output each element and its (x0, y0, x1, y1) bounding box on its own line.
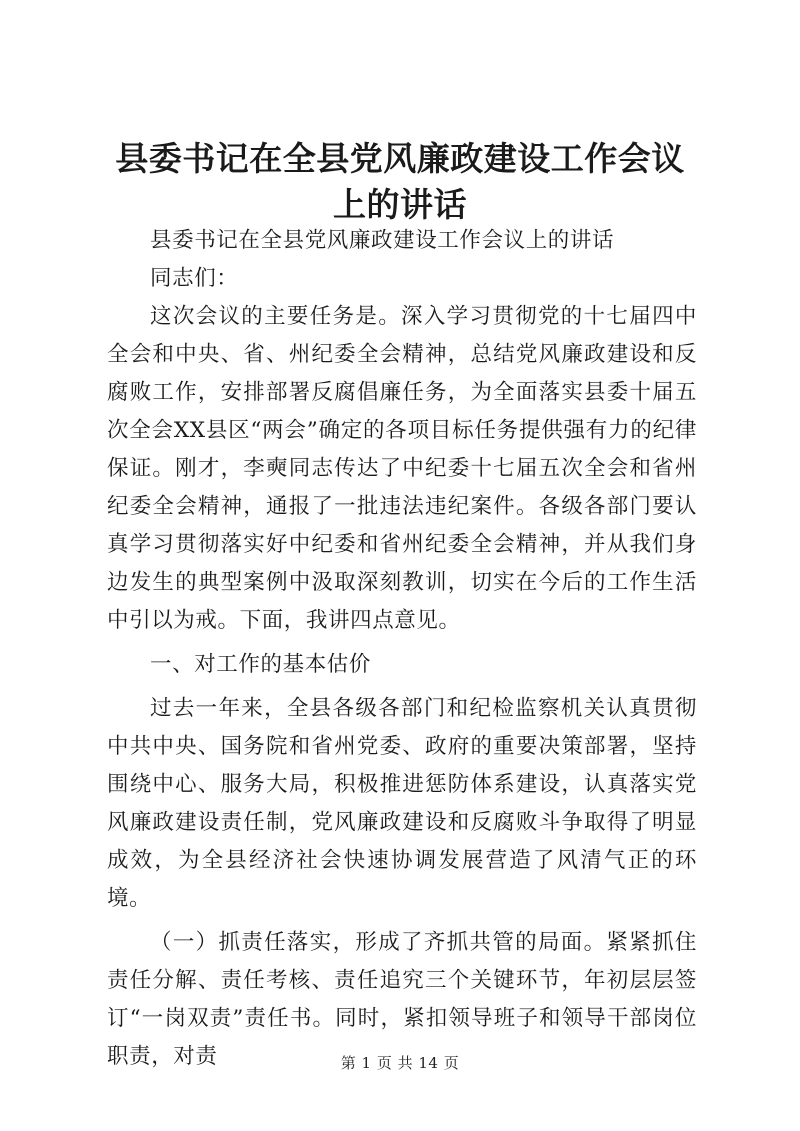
subtitle-paragraph: 县委书记在全县党风廉政建设工作会议上的讲话 (150, 228, 615, 253)
review-paragraph: 过去一年来，全县各级各部门和纪检监察机关认真贯彻中共中央、国务院和省州党委、政府的重要决策部署，坚持围绕中心、服务大局，积极推进惩防体系建设，认真落实党风廉政建设责任制，党风廉政建设和反腐败斗争取得了明显成效，为全县经济社会快速协调发展营造了风清气正的环境。 (107, 696, 697, 911)
salutation-paragraph: 同志们： (150, 266, 239, 291)
responsibility-paragraph: （一）抓责任落实，形成了齐抓共管的局面。紧紧抓住责任分解、责任考核、责任追究三个关键环节，年初层层签订“一岗双责”责任书。同时，紧扣领导班子和领导干部岗位职责，对责 (107, 930, 697, 1069)
intro-paragraph: 这次会议的主要任务是。深入学习贯彻党的十七届四中全会和中央、省、州纪委全会精神，总结党风廉政建设和反腐败工作，安排部署反腐倡廉任务，为全面落实县委十届五次全会XX县区“两会”确定的各项目标任务提供强有力的纪律保证。刚才，李奭同志传达了中纪委十七届五次全会和省州纪委全会精神，通报了一批违法违纪案件。各级各部门要认真学习贯彻落实好中纪委和省州纪委全会精神，并从我们身边发生的典型案例中汲取深刻教训，切实在今后的工作生活中引以为戒。下面，我讲四点意见。 (107, 304, 697, 633)
section-heading: 一、对工作的基本估价 (150, 652, 372, 677)
document-title: 县委书记在全县党风廉政建设工作会议上的讲话 (115, 139, 685, 224)
document-body (107, 222, 697, 1076)
page-number-footer: 第 1 页 共 14 页 (340, 1054, 460, 1072)
